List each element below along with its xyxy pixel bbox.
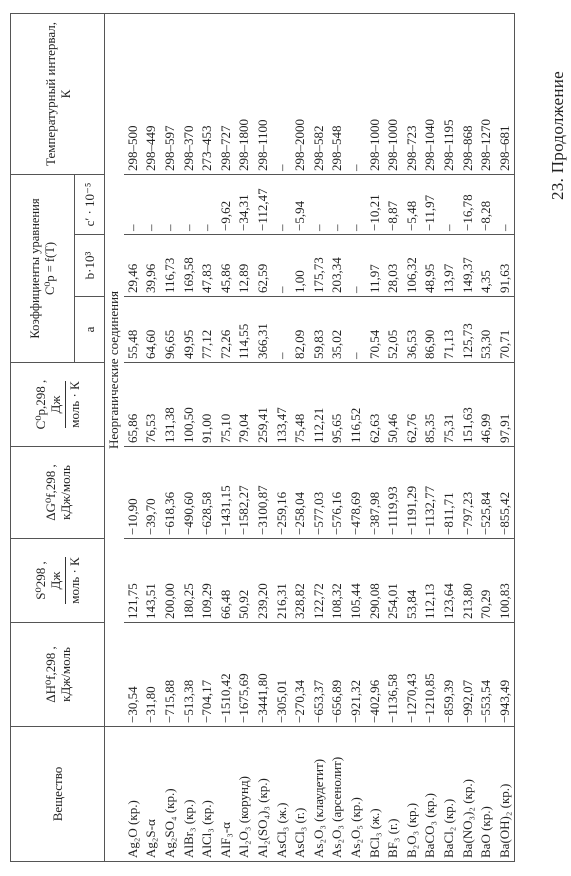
table-row bbox=[142, 13, 161, 861]
coef-c-cell: −5,94 bbox=[291, 174, 310, 234]
coef-b-cell: 149,37 bbox=[458, 235, 477, 297]
temp-range-cell: 298–1800 bbox=[235, 13, 254, 174]
entropy-cell: 180,25 bbox=[179, 539, 198, 623]
coef-c-cell: −9,62 bbox=[217, 174, 236, 234]
coef-b-cell: 203,34 bbox=[328, 235, 347, 297]
substance-cell: BaCO₃ (кр.) bbox=[421, 727, 440, 862]
gibbs-cell: −525,84 bbox=[477, 447, 496, 539]
coef-c-cell: −5,48 bbox=[403, 174, 422, 234]
temp-range-cell: 298–1100 bbox=[254, 13, 273, 174]
coef-c-cell: – bbox=[440, 174, 459, 234]
temp-range-cell: 298–1000 bbox=[365, 13, 384, 174]
coef-b-cell: – bbox=[347, 235, 366, 297]
substance-cell: AlF₃-α bbox=[217, 727, 236, 862]
cp-cell: 100,50 bbox=[179, 363, 198, 447]
coef-c-cell: – bbox=[328, 174, 347, 234]
enthalpy-cell: −402,96 bbox=[365, 623, 384, 727]
coef-a-cell: 52,05 bbox=[384, 297, 403, 363]
substance-cell: AsCl₃ (г.) bbox=[291, 727, 310, 862]
header-coefficients bbox=[11, 174, 75, 362]
cp-cell: 95,65 bbox=[328, 363, 347, 447]
cp-cell: 79,04 bbox=[235, 363, 254, 447]
header-enthalpy bbox=[11, 623, 105, 727]
header-entropy bbox=[11, 539, 105, 623]
coef-c-cell: −10,21 bbox=[365, 174, 384, 234]
substance-cell: BaO (кр.) bbox=[477, 727, 496, 862]
gibbs-cell: −490,60 bbox=[179, 447, 198, 539]
table-row bbox=[328, 13, 347, 861]
enthalpy-cell: −1136,58 bbox=[384, 623, 403, 727]
enthalpy-cell: −1675,69 bbox=[235, 623, 254, 727]
temp-range-cell: 298–868 bbox=[458, 13, 477, 174]
coef-c-cell: – bbox=[179, 174, 198, 234]
coef-b-cell: 91,63 bbox=[495, 235, 514, 297]
entropy-cell: 108,32 bbox=[328, 539, 347, 623]
enthalpy-cell: −1270,43 bbox=[403, 623, 422, 727]
gibbs-cell: −1132,77 bbox=[421, 447, 440, 539]
temp-range-cell: 298–1195 bbox=[440, 13, 459, 174]
cp-cell: 131,38 bbox=[161, 363, 180, 447]
coef-a-cell: – bbox=[272, 297, 291, 363]
entropy-cell: 109,29 bbox=[198, 539, 217, 623]
coef-b-cell: 11,97 bbox=[365, 235, 384, 297]
header-temperature: Температурный интервал, К bbox=[11, 13, 105, 174]
cp-cell: 91,00 bbox=[198, 363, 217, 447]
table-row bbox=[403, 13, 422, 861]
thermo-table bbox=[10, 13, 515, 862]
table-row bbox=[310, 13, 329, 861]
gibbs-cell: −1191,29 bbox=[403, 447, 422, 539]
coef-a-cell: 59,83 bbox=[310, 297, 329, 363]
temp-range-cell: – bbox=[347, 13, 366, 174]
substance-cell: Ag₂SO₄ (кр.) bbox=[161, 727, 180, 862]
cp-cell: 62,63 bbox=[365, 363, 384, 447]
entropy-cell: 112,13 bbox=[421, 539, 440, 623]
table-row bbox=[365, 13, 384, 861]
coef-c-cell: – bbox=[161, 174, 180, 234]
header-coef-a: a bbox=[75, 297, 105, 363]
enthalpy-cell: −31,80 bbox=[142, 623, 161, 727]
temp-range-cell: 298–1270 bbox=[477, 13, 496, 174]
header-coef-b: b·10³ bbox=[75, 235, 105, 297]
gibbs-cell: −258,04 bbox=[291, 447, 310, 539]
substance-cell: AlBr₃ (кр.) bbox=[179, 727, 198, 862]
gibbs-cell: −577,03 bbox=[310, 447, 329, 539]
enthalpy-cell: −30,54 bbox=[124, 623, 143, 727]
coef-b-cell: 169,58 bbox=[179, 235, 198, 297]
gibbs-cell: −1582,27 bbox=[235, 447, 254, 539]
enthalpy-unit: кДж/моль bbox=[57, 647, 73, 702]
entropy-cell: 200,00 bbox=[161, 539, 180, 623]
substance-cell: As₂O₃ (арсенолит) bbox=[328, 727, 347, 862]
table-row bbox=[124, 13, 143, 861]
coef-c-cell: – bbox=[347, 174, 366, 234]
substance-cell: AlCl₃ (кр.) bbox=[198, 727, 217, 862]
table-row bbox=[495, 13, 514, 861]
gibbs-cell: −3100,87 bbox=[254, 447, 273, 539]
coef-c-cell: −112,47 bbox=[254, 174, 273, 234]
gibbs-cell: −628,58 bbox=[198, 447, 217, 539]
enthalpy-symbol: ΔH⁰f,298 , bbox=[42, 646, 58, 703]
gibbs-cell: −811,71 bbox=[440, 447, 459, 539]
cp-cell: 50,46 bbox=[384, 363, 403, 447]
substance-cell: Ag₂O (кр.) bbox=[124, 727, 143, 862]
entropy-unit-num: Дж bbox=[48, 571, 63, 590]
table-row bbox=[440, 13, 459, 861]
coef-b-cell: 175,73 bbox=[310, 235, 329, 297]
coef-a-cell: 96,65 bbox=[161, 297, 180, 363]
enthalpy-cell: −704,17 bbox=[198, 623, 217, 727]
table-row bbox=[179, 13, 198, 861]
table-row bbox=[347, 13, 366, 861]
coef-b-cell: 13,97 bbox=[440, 235, 459, 297]
enthalpy-cell: −1210,85 bbox=[421, 623, 440, 727]
table-row bbox=[161, 13, 180, 861]
entropy-cell: 328,82 bbox=[291, 539, 310, 623]
coef-a-cell: 82,09 bbox=[291, 297, 310, 363]
coef-c-cell: – bbox=[310, 174, 329, 234]
enthalpy-cell: −513,38 bbox=[179, 623, 198, 727]
cp-cell: 85,35 bbox=[421, 363, 440, 447]
table-row bbox=[291, 13, 310, 861]
enthalpy-cell: −553,54 bbox=[477, 623, 496, 727]
coef-c-cell: – bbox=[142, 174, 161, 234]
coef-a-cell: 36,53 bbox=[403, 297, 422, 363]
cp-cell: 62,76 bbox=[403, 363, 422, 447]
substance-cell: As₂O₅ (кр.) bbox=[347, 727, 366, 862]
substance-cell: Ag₂S-α bbox=[142, 727, 161, 862]
enthalpy-cell: −653,37 bbox=[310, 623, 329, 727]
cp-cell: 75,31 bbox=[440, 363, 459, 447]
temp-range-cell: 298–449 bbox=[142, 13, 161, 174]
temp-range-cell: 298–727 bbox=[217, 13, 236, 174]
cp-cell: 97,91 bbox=[495, 363, 514, 447]
coef-b-cell: 28,03 bbox=[384, 235, 403, 297]
coef-a-cell: 35,02 bbox=[328, 297, 347, 363]
entropy-cell: 100,83 bbox=[495, 539, 514, 623]
cp-cell: 133,47 bbox=[272, 363, 291, 447]
table-row bbox=[272, 13, 291, 861]
temp-range-cell: 298–723 bbox=[403, 13, 422, 174]
enthalpy-cell: −270,34 bbox=[291, 623, 310, 727]
coef-a-cell: 77,12 bbox=[198, 297, 217, 363]
header-gibbs bbox=[11, 447, 105, 539]
enthalpy-cell: −3441,80 bbox=[254, 623, 273, 727]
entropy-cell: 290,08 bbox=[365, 539, 384, 623]
coef-equation: C⁰p = f(T) bbox=[42, 241, 57, 296]
coef-a-cell: 55,48 bbox=[124, 297, 143, 363]
entropy-cell: 50,92 bbox=[235, 539, 254, 623]
enthalpy-cell: −656,89 bbox=[328, 623, 347, 727]
enthalpy-cell: −859,39 bbox=[440, 623, 459, 727]
substance-cell: AsCl₃ (ж.) bbox=[272, 727, 291, 862]
temp-range-cell: 298–548 bbox=[328, 13, 347, 174]
coef-c-cell: −8,28 bbox=[477, 174, 496, 234]
gibbs-cell: −10,90 bbox=[124, 447, 143, 539]
temp-range-cell: 298–370 bbox=[179, 13, 198, 174]
cp-unit-den: моль · К bbox=[67, 381, 82, 428]
coef-a-cell: 53,30 bbox=[477, 297, 496, 363]
gibbs-unit: кДж/моль bbox=[57, 465, 73, 520]
substance-cell: BF₃ (г.) bbox=[384, 727, 403, 862]
coef-b-cell: 45,86 bbox=[217, 235, 236, 297]
cp-cell: 75,48 bbox=[291, 363, 310, 447]
cp-cell: 259,41 bbox=[254, 363, 273, 447]
coef-b-cell: 62,59 bbox=[254, 235, 273, 297]
entropy-symbol: S⁰298 , bbox=[33, 561, 48, 600]
gibbs-cell: −387,98 bbox=[365, 447, 384, 539]
coef-b-cell: 12,89 bbox=[235, 235, 254, 297]
enthalpy-cell: −921,32 bbox=[347, 623, 366, 727]
cp-symbol: C⁰p,298 , bbox=[33, 379, 48, 430]
cp-cell: 112,21 bbox=[310, 363, 329, 447]
coef-c-cell: – bbox=[272, 174, 291, 234]
table-row bbox=[198, 13, 217, 861]
substance-cell: Al₂(SO₄)₃ (кр.) bbox=[254, 727, 273, 862]
entropy-cell: 105,44 bbox=[347, 539, 366, 623]
entropy-cell: 122,72 bbox=[310, 539, 329, 623]
header-substance: Вещество bbox=[11, 727, 105, 862]
coef-a-cell: 86,90 bbox=[421, 297, 440, 363]
coef-c-cell: −16,78 bbox=[458, 174, 477, 234]
substance-cell: BCl₃ (ж.) bbox=[365, 727, 384, 862]
temp-range-cell: 273–453 bbox=[198, 13, 217, 174]
temp-range-cell: – bbox=[272, 13, 291, 174]
gibbs-cell: −855,42 bbox=[495, 447, 514, 539]
coef-b-cell: 29,46 bbox=[124, 235, 143, 297]
temp-range-cell: 298–2000 bbox=[291, 13, 310, 174]
coef-b-cell: 48,95 bbox=[421, 235, 440, 297]
entropy-cell: 239,20 bbox=[254, 539, 273, 623]
gibbs-cell: −39,70 bbox=[142, 447, 161, 539]
cp-cell: 151,63 bbox=[458, 363, 477, 447]
gibbs-cell: −1431,15 bbox=[217, 447, 236, 539]
enthalpy-cell: −992,07 bbox=[458, 623, 477, 727]
table-header bbox=[11, 13, 105, 861]
coef-b-cell: 39,96 bbox=[142, 235, 161, 297]
substance-cell: BaCl₂ (кр.) bbox=[440, 727, 459, 862]
header-heat-capacity bbox=[11, 363, 105, 447]
cp-cell: 76,53 bbox=[142, 363, 161, 447]
table-row bbox=[421, 13, 440, 861]
coef-a-cell: 64,60 bbox=[142, 297, 161, 363]
entropy-cell: 123,64 bbox=[440, 539, 459, 623]
entropy-cell: 143,51 bbox=[142, 539, 161, 623]
table-row bbox=[384, 13, 403, 861]
header-coef-c: c′ · 10⁻⁵ bbox=[75, 174, 105, 234]
coef-a-cell: 70,71 bbox=[495, 297, 514, 363]
coef-b-cell: 47,83 bbox=[198, 235, 217, 297]
enthalpy-cell: −305,01 bbox=[272, 623, 291, 727]
section-heading: Неорганические соединения bbox=[105, 13, 124, 726]
entropy-cell: 70,29 bbox=[477, 539, 496, 623]
gibbs-cell: −1119,93 bbox=[384, 447, 403, 539]
coef-c-cell: −11,97 bbox=[421, 174, 440, 234]
coef-a-cell: 49,95 bbox=[179, 297, 198, 363]
temp-range-cell: 298–681 bbox=[495, 13, 514, 174]
temp-range-cell: 298–1000 bbox=[384, 13, 403, 174]
substance-cell: As₂O₃ (клаудетит) bbox=[310, 727, 329, 862]
cp-cell: 116,52 bbox=[347, 363, 366, 447]
coef-c-cell: −34,31 bbox=[235, 174, 254, 234]
temp-range-cell: 298–597 bbox=[161, 13, 180, 174]
gibbs-cell: −618,36 bbox=[161, 447, 180, 539]
cp-cell: 46,99 bbox=[477, 363, 496, 447]
coef-b-cell: 4,35 bbox=[477, 235, 496, 297]
table-body bbox=[105, 13, 515, 861]
table-row bbox=[458, 13, 477, 861]
table-row bbox=[235, 13, 254, 861]
coef-c-cell: – bbox=[198, 174, 217, 234]
coef-a-cell: 72,26 bbox=[217, 297, 236, 363]
entropy-cell: 53,84 bbox=[403, 539, 422, 623]
coef-b-cell: 1,00 bbox=[291, 235, 310, 297]
entropy-unit-den: моль · К bbox=[67, 557, 82, 604]
coef-a-cell: 71,13 bbox=[440, 297, 459, 363]
entropy-cell: 254,01 bbox=[384, 539, 403, 623]
coef-a-cell: – bbox=[347, 297, 366, 363]
substance-cell: Ba(OH)₂ (кр.) bbox=[495, 727, 514, 862]
coef-b-cell: 106,32 bbox=[403, 235, 422, 297]
substance-cell: Al₂O₃ (корунд) bbox=[235, 727, 254, 862]
coef-a-cell: 114,55 bbox=[235, 297, 254, 363]
substance-cell: B₂O₃ (кр.) bbox=[403, 727, 422, 862]
coef-b-cell: 116,73 bbox=[161, 235, 180, 297]
enthalpy-cell: −943,49 bbox=[495, 623, 514, 727]
entropy-cell: 121,75 bbox=[124, 539, 143, 623]
cp-cell: 65,86 bbox=[124, 363, 143, 447]
enthalpy-cell: −1510,42 bbox=[217, 623, 236, 727]
temp-range-cell: 298–1040 bbox=[421, 13, 440, 174]
gibbs-cell: −259,16 bbox=[272, 447, 291, 539]
temp-range-cell: 298–500 bbox=[124, 13, 143, 174]
cp-unit-num: Дж bbox=[48, 395, 63, 414]
gibbs-symbol: ΔG⁰f,298 , bbox=[42, 464, 58, 521]
coef-a-cell: 125,73 bbox=[458, 297, 477, 363]
coef-b-cell: – bbox=[272, 235, 291, 297]
substance-cell: Ba(NO₃)₂ (кр.) bbox=[458, 727, 477, 862]
enthalpy-cell: −715,88 bbox=[161, 623, 180, 727]
entropy-cell: 213,80 bbox=[458, 539, 477, 623]
entropy-cell: 216,31 bbox=[272, 539, 291, 623]
coef-title: Коэффициенты уравнения bbox=[27, 198, 42, 339]
table-caption: 23. Продолжение bbox=[548, 70, 567, 200]
coef-c-cell: – bbox=[124, 174, 143, 234]
coef-c-cell: – bbox=[495, 174, 514, 234]
gibbs-cell: −797,23 bbox=[458, 447, 477, 539]
gibbs-cell: −478,69 bbox=[347, 447, 366, 539]
coef-a-cell: 70,54 bbox=[365, 297, 384, 363]
coef-a-cell: 366,31 bbox=[254, 297, 273, 363]
entropy-cell: 66,48 bbox=[217, 539, 236, 623]
cp-cell: 75,10 bbox=[217, 363, 236, 447]
coef-c-cell: −8,87 bbox=[384, 174, 403, 234]
table-row bbox=[217, 13, 236, 861]
temp-range-cell: 298–582 bbox=[310, 13, 329, 174]
table-row bbox=[477, 13, 496, 861]
table-row bbox=[254, 13, 273, 861]
gibbs-cell: −576,16 bbox=[328, 447, 347, 539]
